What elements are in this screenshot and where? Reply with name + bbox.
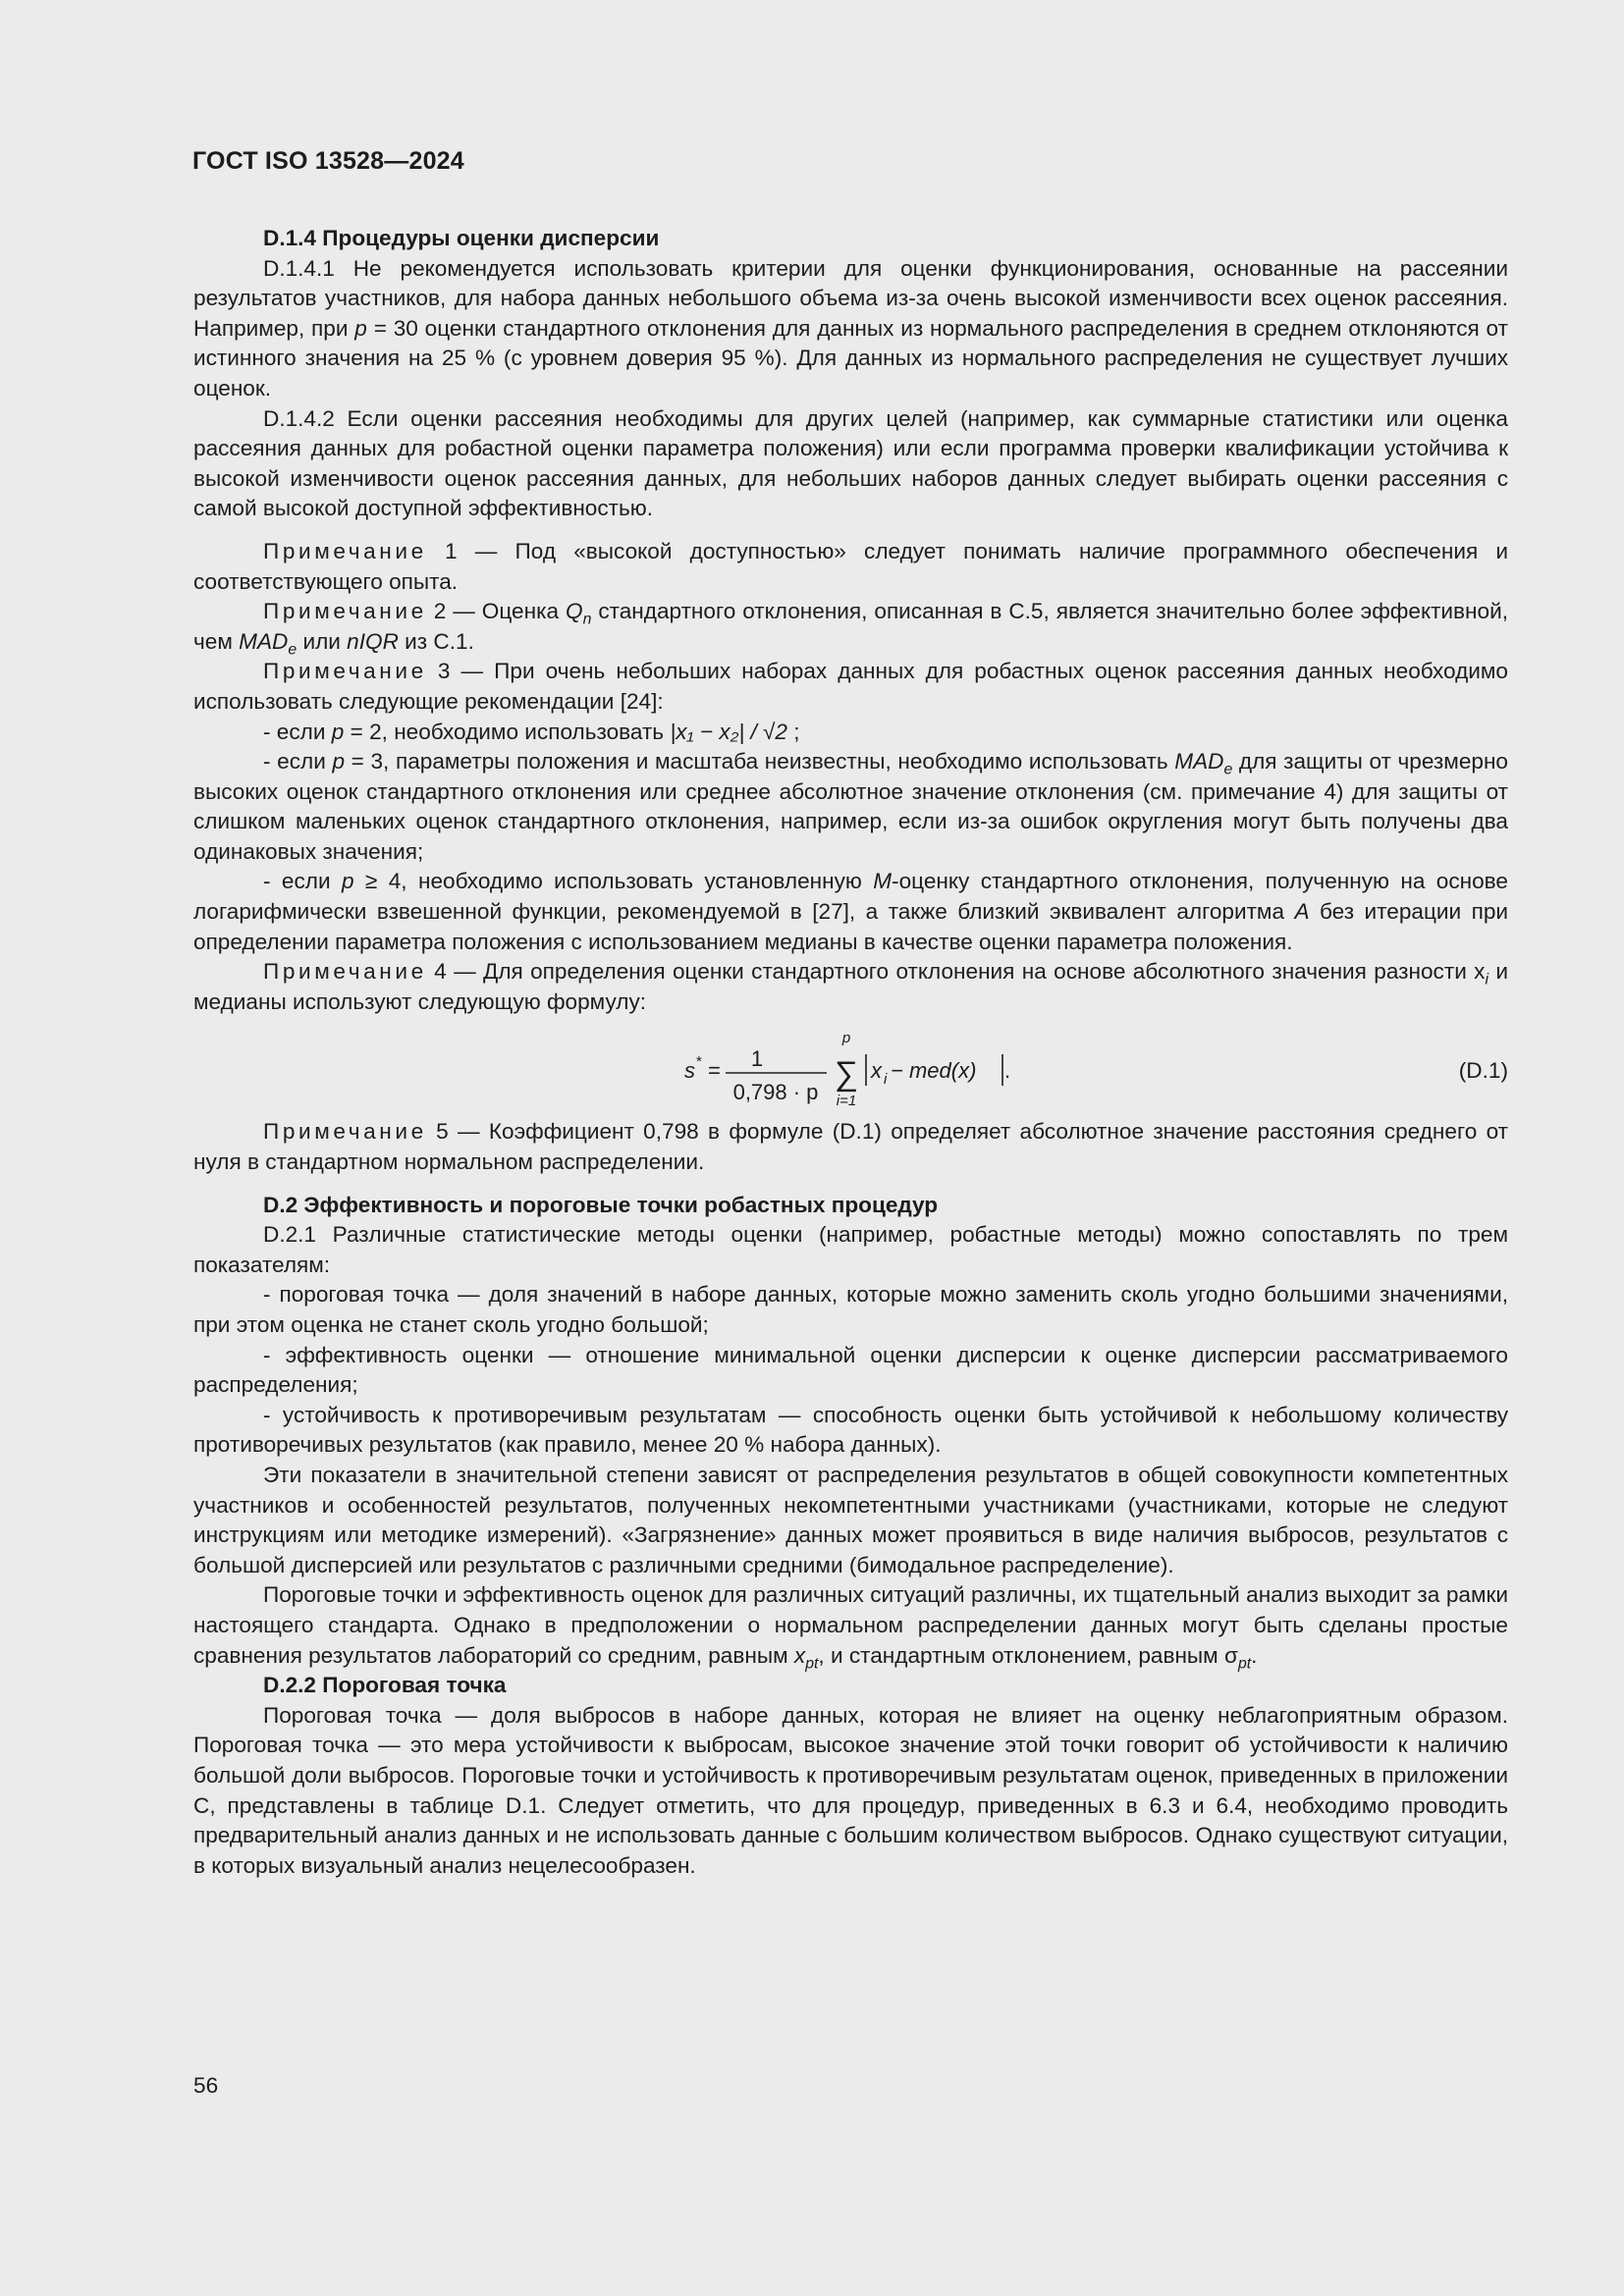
formula-lhs: s — [684, 1058, 695, 1084]
list-item: - пороговая точка — доля значений в наборе данных, которые можно заменить сколь угодно большими значениями, при этом оценка не станет сколь угодно большой; — [193, 1282, 1508, 1337]
symbol-a: A — [1294, 899, 1310, 925]
note-text: 5 — Коэффициент 0,798 в формуле (D.1) определяет абсолютное значение расстояния среднего от нуля в стандартном нормальном распределении. — [193, 1119, 1508, 1175]
note-2 — [193, 597, 1508, 657]
note-3 — [193, 657, 1508, 717]
section-heading-d22: D.2.2 Пороговая точка — [263, 1673, 507, 1698]
text-run: , и стандартным отклонением, равным σ — [818, 1642, 1238, 1668]
text-run: Пороговые точки и эффективность оценок для различных ситуаций различны, их тщательный анализ выходит за рамки настоящего стандарта. Однако в предположении о нормальном распределении данных могут быть сделаны простые сравнения результатов лабораторий со средним, равным — [193, 1582, 1508, 1668]
note-label: Примечание — [263, 1119, 427, 1145]
sum-upper-limit: p — [841, 1030, 851, 1047]
section-heading-d2: D.2 Эффективность и пороговые точки робастных процедур — [263, 1192, 939, 1217]
formula-numerator: 1 — [750, 1046, 764, 1072]
text-run: для защиты от чрезмерно высоких оценок стандартного отклонения или среднее абсолютное значение отклонения (см. примечание 4) для защиты от слишком маленьких оценок стандартного отклонения, например, если из-за ошибок округления могут быть получены два одинаковых значения; — [193, 749, 1509, 864]
note-text: 1 — Под «высокой доступностью» следует понимать наличие программного обеспечения и соответствующего опыта. — [193, 538, 1508, 594]
note-label: Примечание — [263, 959, 427, 985]
formula-body-sub: i — [884, 1071, 888, 1089]
bullet-p3 — [193, 747, 1508, 867]
formula-star: * — [696, 1053, 702, 1071]
bullet-p4 — [193, 867, 1508, 957]
note-label: Примечание — [263, 659, 427, 684]
equation-number: (D.1) — [1458, 1058, 1508, 1084]
page-number: 56 — [193, 2073, 219, 2098]
document-header: ГОСТ ISO 13528—2024 — [192, 147, 464, 175]
text-run: . — [1251, 1642, 1258, 1668]
note-text: 2 — Оценка — [426, 599, 566, 624]
formula-d1 — [193, 1027, 1508, 1111]
inline-formula: |x₁ − x₂| / √2 — [670, 719, 787, 744]
paragraph-d21: D.2.1 Различные статистические методы оценки (например, робастные методы) можно сопоставлять по трем показателям: — [193, 1222, 1508, 1277]
symbol-mad: MAD — [239, 628, 289, 654]
paragraph-d142: D.1.4.2 Если оценки рассеяния необходимы для других целей (например, как суммарные статистики или оценка рассеяния данных для робастной оценки параметра положения) или если программа проверки квалификации устойчива к высокой изменчивости оценок рассеяния данных, для небольших наборов данных следует выбирать оценки рассеяния с самой высокой доступной эффективностью. — [193, 405, 1508, 521]
variable-p: p — [332, 749, 346, 774]
note-text: стандартного отклонения, описанная в C.5, является значительно более эффективной, чем — [193, 599, 1508, 654]
note-text: 4 — Для определения оценки стандартного отклонения на основе абсолютного значения разности x — [426, 959, 1486, 985]
symbol-q: Q — [566, 599, 583, 624]
subscript: i — [1485, 971, 1489, 988]
symbol-x: x — [793, 1642, 806, 1668]
note-label: Примечание — [263, 599, 427, 624]
bullet-p2 — [193, 718, 1508, 748]
variable-p: p — [354, 315, 367, 341]
formula-end: . — [1004, 1058, 1011, 1084]
text-run: ≥ 4, необходимо использовать установленную — [353, 869, 874, 894]
sum-lower-limit: i=1 — [836, 1093, 857, 1110]
text-run: -оценку стандартного отклонения, полученную на основе логарифмически взвешенной функции, рекомендуемой в [27], а также близкий эквивалент алгоритма — [193, 869, 1508, 925]
text-run: ; — [786, 719, 800, 744]
note-5 — [193, 1117, 1508, 1177]
sum-sign: ∑ — [834, 1055, 859, 1094]
formula-body-rest: − med(x) — [891, 1058, 977, 1084]
text-run: без итерации при определении параметра положения с использованием медианы в качестве оценки параметра положения. — [193, 899, 1509, 954]
formula-graphic — [684, 1027, 1234, 1111]
paragraph-d2-breakdown — [193, 1580, 1508, 1671]
paragraph-d141 — [193, 254, 1508, 404]
symbol-m: M — [873, 869, 893, 894]
formula-body-x: x — [871, 1058, 882, 1084]
symbol-niqr: nIQR — [347, 628, 399, 654]
note-text: 3 — При очень небольших наборах данных для робастных оценок рассеяния данных необходимо использовать следующие рекомендации [24]: — [193, 659, 1508, 714]
formula-equals: = — [708, 1058, 721, 1084]
text-run: = 2, необходимо использовать — [344, 719, 671, 744]
note-text: или — [297, 628, 348, 654]
list-item: - устойчивость к противоречивым результатам — способность оценки быть устойчивой к небольшому количеству противоречивых результатов (как правило, менее 20 % набора данных). — [193, 1402, 1508, 1458]
text-run: D.1.4.1 Не рекомендуется использовать критерии для оценки функционирования, основанные на рассеянии результатов участников, для набора данных небольшого объема из-за очень высокой изменчивости всех оценок рассеяния. Например, при — [193, 255, 1509, 341]
formula-denominator: 0,798 · p — [732, 1080, 819, 1105]
section-heading-d14: D.1.4 Процедуры оценки дисперсии — [263, 226, 660, 250]
text-run: - если — [263, 719, 332, 744]
note-text: из C.1. — [398, 628, 474, 654]
variable-p: p — [341, 869, 354, 894]
text-run: = 30 оценки стандартного отклонения для данных из нормального распределения в среднем отклоняются от истинного значения на 25 % (с уровнем доверия 95 %). Для данных из нормального распределения не существует лучших оценок. — [193, 315, 1508, 400]
subscript: pt — [1237, 1655, 1252, 1673]
paragraph-d22: Пороговая точка — доля выбросов в наборе данных, которая не влияет на оценку неблагоприятным образом. Пороговая точка — это мера устойчивости к выбросам, высокое значение этой точки говорит об устойчивости к наличию большой доли выбросов. Пороговые точки и устойчивость к противоречивым результатам оценок, приведенных в приложении C, представлены в таблице D.1. Следует отметить, что для процедур, приведенных в 6.3 и 6.4, необходимо проводить предварительный анализ данных и не использовать данные с большим количеством выбросов. Однако существуют ситуации, в которых визуальный анализ нецелесообразен. — [193, 1702, 1508, 1878]
subscript: n — [582, 611, 592, 628]
text-run: - если — [263, 869, 342, 894]
note-text: и медианы используют следующую формулу: — [193, 959, 1508, 1014]
subscript: pt — [805, 1655, 819, 1673]
note-1 — [193, 537, 1508, 597]
subscript: e — [288, 641, 298, 659]
symbol-mad: MAD — [1174, 749, 1224, 774]
text-run: - если — [263, 749, 333, 774]
note-4 — [193, 957, 1508, 1017]
text-run: = 3, параметры положения и масштаба неизвестны, необходимо использовать — [345, 749, 1175, 774]
variable-p: p — [331, 719, 345, 744]
subscript: e — [1223, 761, 1233, 778]
paragraph-d2-indicators: Эти показатели в значительной степени зависят от распределения результатов в общей совокупности компетентных участников и особенностей результатов, полученных некомпетентными участниками (участниками, которые не следуют инструкциям или методике измерений). «Загрязнение» данных может проявиться в виде наличия выбросов, результатов с большой дисперсией или результатов с различными средними (бимодальное распределение). — [193, 1462, 1508, 1577]
list-item: - эффективность оценки — отношение минимальной оценки дисперсии к оценке дисперсии рассматриваемого распределения; — [193, 1342, 1508, 1398]
document-body — [193, 224, 1508, 1881]
note-label: Примечание — [263, 538, 427, 563]
